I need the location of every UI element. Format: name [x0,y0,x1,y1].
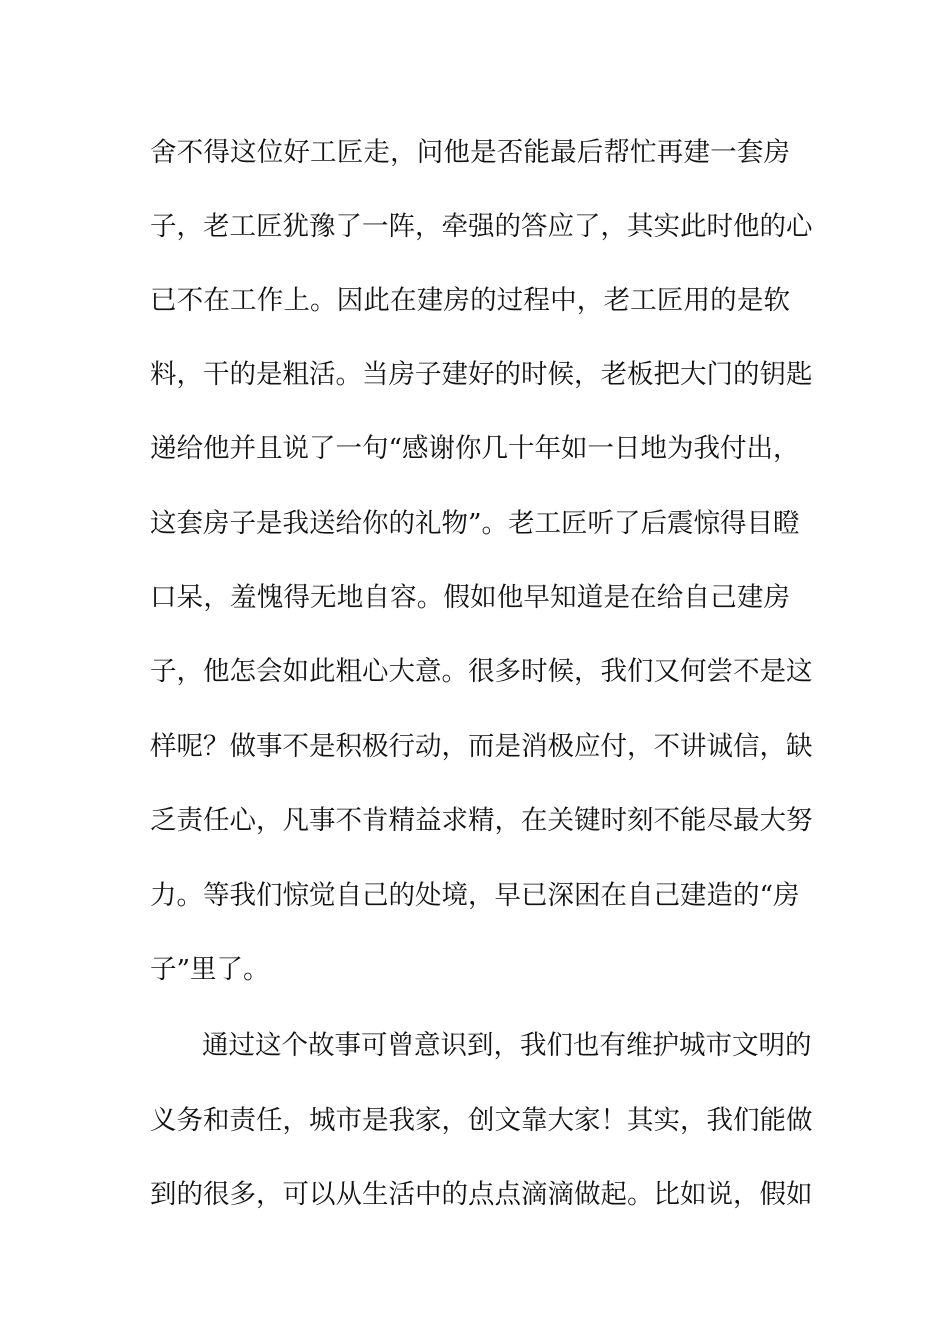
paragraph-1-line-11: 力。等我们惊觉自己的处境，早已深困在自己建造的“房 [150,880,800,911]
paragraph-1-line-9: 样呢？做事不是积极行动，而是消极应付，不讲诚信，缺 [150,731,813,762]
paragraph-1-line-2: 子，老工匠犹豫了一阵，牵强的答应了，其实此时他的心 [150,211,813,242]
paragraph-1-line-3: 已不在工作上。因此在建房的过程中，老工匠用的是软 [150,285,790,316]
paragraph-1-line-5: 递给他并且说了一句“感谢你几十年如一日地为我付出， [150,433,800,464]
paragraph-2-line-1: 通过这个故事可曾意识到，我们也有维护城市文明的 [202,1030,812,1061]
paragraph-1-line-12: 子”里了。 [150,954,270,985]
paragraph-1-line-1: 舍不得这位好工匠走，问他是否能最后帮忙再建一套房 [150,137,790,168]
paragraph-1-line-6: 这套房子是我送给你的礼物”。老工匠听了后震惊得目瞪 [150,508,800,539]
paragraph-2-line-3: 到的很多，可以从生活中的点点滴滴做起。比如说，假如 [150,1179,813,1210]
paragraph-2-line-2: 义务和责任，城市是我家，创文靠大家！其实，我们能做 [150,1105,813,1136]
paragraph-1-line-4: 料，干的是粗活。当房子建好的时候，老板把大门的钥匙 [150,359,813,390]
paragraph-1-line-8: 子，他怎会如此粗心大意。很多时候，我们又何尝不是这 [150,656,813,687]
paragraph-1-line-10: 乏责任心，凡事不肯精益求精，在关键时刻不能尽最大努 [150,805,813,836]
paragraph-1-line-7: 口呆，羞愧得无地自容。假如他早知道是在给自己建房 [150,582,790,613]
